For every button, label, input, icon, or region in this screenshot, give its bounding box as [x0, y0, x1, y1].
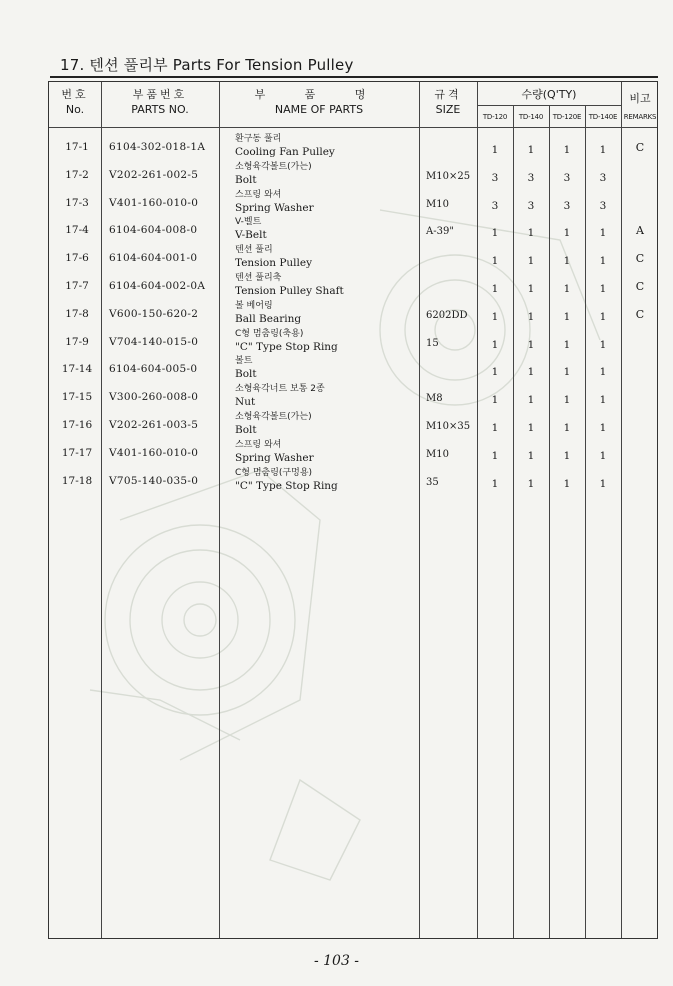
quantity-td-140e: 1 — [599, 394, 607, 407]
quantity-td-140: 1 — [527, 394, 535, 407]
quantity-td-120: 1 — [491, 338, 499, 351]
quantity-td-120e: 1 — [563, 477, 571, 490]
quantity-td-120e: 1 — [563, 394, 571, 407]
quantity-td-120e: 1 — [563, 366, 571, 379]
part-name-english: Spring Washer — [235, 451, 314, 464]
header-model-td120: TD-120 — [482, 113, 508, 121]
quantity-td-120: 1 — [491, 310, 499, 323]
part-name-korean: C형 멈춤링(구멍용) — [235, 467, 313, 478]
part-number: V202-261-002-5 — [109, 168, 199, 181]
quantity-td-120e: 1 — [563, 227, 571, 240]
part-name-korean: 스프링 와셔 — [235, 189, 282, 200]
quantity-td-120: 1 — [491, 366, 499, 379]
quantity-td-140: 1 — [527, 366, 535, 379]
header-size-ko: 규격 — [434, 88, 462, 101]
part-size: A-39" — [426, 226, 454, 238]
quantity-td-120e: 1 — [563, 255, 571, 268]
quantity-td-140: 1 — [527, 449, 535, 462]
part-name-english: Nut — [235, 396, 256, 409]
remarks: C — [635, 307, 645, 321]
parts-table — [48, 81, 658, 939]
quantity-td-120: 1 — [491, 227, 499, 240]
quantity-td-140e: 1 — [599, 449, 607, 462]
quantity-td-140e: 3 — [599, 199, 607, 212]
page-number: - 103 - — [313, 953, 360, 969]
table-row — [49, 384, 658, 416]
item-number: 17-9 — [65, 335, 89, 348]
part-name-korean: 텐션 풀리축 — [235, 273, 282, 283]
table-row — [49, 245, 658, 277]
part-name-korean: C형 멈춤링(축용) — [235, 328, 304, 339]
part-name-korean: 소형육각볼트(가는) — [235, 412, 312, 422]
table-row — [49, 439, 658, 472]
table-row — [49, 412, 658, 444]
quantity-td-120: 1 — [491, 283, 499, 295]
quantity-td-140e: 1 — [599, 477, 607, 490]
part-name-korean: 스프링 와셔 — [235, 439, 282, 450]
part-size: M10 — [426, 448, 449, 460]
part-size: M8 — [426, 393, 443, 405]
item-number: 17-14 — [61, 363, 93, 376]
table-row — [49, 134, 658, 166]
quantity-td-140e: 1 — [599, 310, 607, 323]
part-name-english: Cooling Fan Pulley — [235, 146, 335, 158]
part-name-english: Bolt — [235, 368, 257, 381]
quantity-td-120: 3 — [491, 199, 499, 212]
part-number: V704-140-015-0 — [109, 335, 199, 348]
quantity-td-120e: 3 — [563, 171, 571, 184]
header-parts-en: PARTS NO. — [131, 103, 189, 116]
part-size: 6202DD — [426, 309, 468, 321]
item-number: 17-6 — [65, 252, 89, 265]
quantity-td-120e: 1 — [563, 310, 571, 323]
quantity-td-120e: 1 — [563, 422, 571, 434]
quantity-td-120: 1 — [491, 449, 499, 462]
quantity-td-120: 1 — [491, 144, 499, 156]
quantity-td-120: 3 — [491, 171, 499, 184]
item-number: 17-1 — [65, 141, 89, 153]
header-parts-ko: 부품번호 — [132, 88, 188, 101]
quantity-td-120e: 3 — [563, 199, 571, 212]
item-number: 17-15 — [61, 391, 93, 404]
quantity-td-140: 1 — [527, 283, 535, 295]
header-model-td120e: TD-120E — [552, 113, 582, 121]
part-size: M10×25 — [426, 170, 471, 182]
table-row — [49, 356, 658, 388]
part-name-korean: 볼 베어링 — [235, 300, 273, 311]
part-name-english: Spring Washer — [235, 201, 314, 214]
part-number: 6104-604-005-0 — [109, 363, 198, 376]
remarks: C — [635, 141, 645, 154]
table-row — [49, 273, 658, 305]
header-no-en: No. — [65, 103, 85, 116]
table-row — [49, 161, 658, 194]
table-row — [49, 300, 658, 333]
quantity-td-140: 1 — [527, 255, 535, 268]
part-name-english: "C" Type Stop Ring — [235, 479, 338, 492]
item-number: 17-18 — [61, 474, 93, 487]
part-name-english: Bolt — [235, 173, 257, 186]
header-name-en: NAME OF PARTS — [274, 103, 364, 116]
item-number: 17-16 — [61, 419, 93, 431]
part-number: 6104-302-018-1A — [109, 141, 206, 153]
quantity-td-140: 3 — [527, 171, 535, 184]
part-size: M10×35 — [426, 421, 471, 432]
part-name-korean: 텐션 풀리 — [235, 245, 273, 256]
part-name-korean: 소형육각너트 보통 2종 — [235, 384, 325, 395]
part-name-english: Tension Pulley Shaft — [235, 285, 344, 297]
table-row — [49, 217, 658, 249]
qty-header-rule — [477, 105, 621, 106]
quantity-td-120e: 1 — [563, 449, 571, 462]
item-number: 17-17 — [61, 446, 93, 459]
part-number: V300-260-008-0 — [109, 391, 199, 404]
quantity-td-120e: 1 — [563, 338, 571, 351]
part-name-korean: 볼트 — [235, 356, 253, 367]
quantity-td-120e: 1 — [563, 144, 571, 156]
header-remarks-ko: 비고 — [629, 92, 651, 105]
part-number: V401-160-010-0 — [109, 196, 199, 209]
part-number: V202-261-003-5 — [109, 419, 199, 431]
quantity-td-140: 1 — [527, 310, 535, 323]
title-rule — [50, 76, 658, 78]
quantity-td-140: 1 — [527, 422, 535, 434]
part-name-english: "C" Type Stop Ring — [235, 340, 338, 353]
header-remarks-en: REMARKS — [623, 113, 657, 121]
quantity-td-120: 1 — [491, 422, 499, 434]
quantity-td-120: 1 — [491, 477, 499, 490]
header-model-td140: TD-140 — [518, 113, 544, 121]
item-number: 17-2 — [65, 168, 89, 181]
header-name-ko: 부 품 명 — [254, 88, 384, 101]
quantity-td-140e: 1 — [599, 366, 607, 379]
quantity-td-140: 1 — [527, 144, 535, 156]
part-size: M10 — [426, 198, 449, 210]
part-name-korean: 환구동 풀리 — [235, 134, 282, 144]
part-name-korean: 소형육각볼트(가는) — [235, 161, 312, 172]
part-name-english: Tension Pulley — [235, 257, 313, 270]
part-number: 6104-604-002-0A — [109, 280, 206, 292]
header-bottom-rule — [49, 127, 658, 128]
part-size: 35 — [426, 476, 439, 488]
quantity-td-140: 3 — [527, 199, 535, 212]
quantity-td-140e: 1 — [599, 227, 607, 240]
quantity-td-140e: 1 — [599, 338, 607, 351]
header-no-ko: 번호 — [61, 88, 89, 101]
quantity-td-140: 1 — [527, 227, 535, 240]
part-name-english: V-Belt — [235, 229, 267, 242]
item-number: 17-7 — [65, 280, 89, 292]
table-row — [49, 189, 658, 222]
part-number: 6104-604-008-0 — [109, 224, 198, 237]
table-row — [49, 328, 658, 361]
header-size-en: SIZE — [435, 103, 461, 116]
header-qty: 수량(Q'TY) — [521, 88, 577, 101]
part-name-korean: V-벨트 — [235, 217, 262, 228]
remarks: C — [635, 280, 645, 293]
quantity-td-120: 1 — [491, 255, 499, 268]
quantity-td-120e: 1 — [563, 283, 571, 295]
quantity-td-140e: 1 — [599, 422, 607, 434]
part-name-english: Bolt — [235, 424, 257, 436]
part-size: 15 — [426, 337, 439, 349]
part-name-english: Ball Bearing — [235, 312, 302, 325]
header-model-td140e: TD-140E — [588, 113, 618, 121]
quantity-td-140e: 1 — [599, 144, 607, 156]
remarks: A — [636, 224, 644, 238]
part-number: V600-150-620-2 — [109, 307, 199, 320]
quantity-td-140: 1 — [527, 477, 535, 490]
item-number: 17-4 — [65, 224, 89, 237]
quantity-td-140e: 3 — [599, 171, 607, 184]
item-number: 17-3 — [65, 196, 89, 209]
quantity-td-140e: 1 — [599, 255, 607, 268]
part-number: V401-160-010-0 — [109, 446, 199, 459]
page-title: 17. 텐션 풀리부 Parts For Tension Pulley — [60, 56, 354, 74]
item-number: 17-8 — [65, 307, 89, 320]
table-row — [49, 467, 658, 500]
remarks: C — [635, 252, 645, 266]
quantity-td-140e: 1 — [599, 283, 607, 295]
part-number: 6104-604-001-0 — [109, 252, 198, 265]
part-number: V705-140-035-0 — [109, 474, 199, 487]
quantity-td-120: 1 — [491, 394, 499, 407]
quantity-td-140: 1 — [527, 338, 535, 351]
